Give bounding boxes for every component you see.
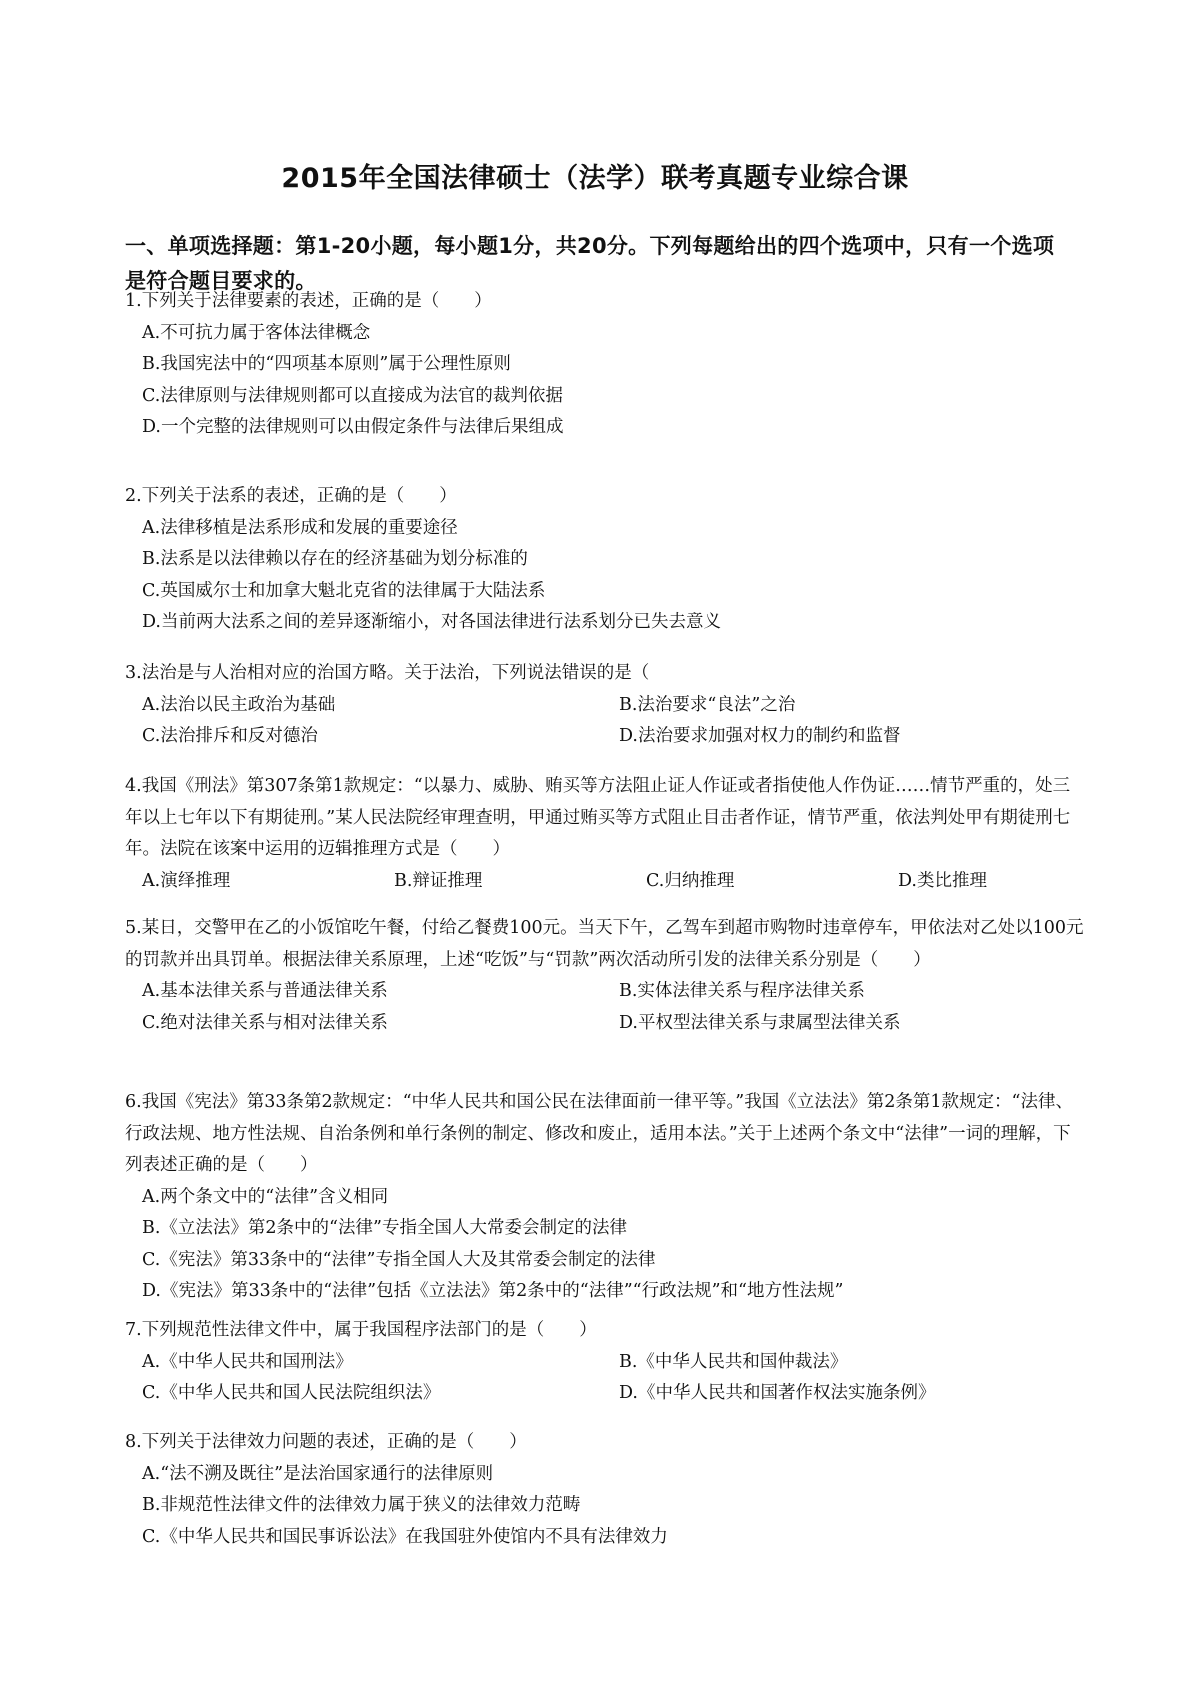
option-c: C.英国威尔士和加拿大魁北克省的法律属于大陆法系 <box>142 580 546 601</box>
question-stem: 3.法治是与人治相对应的治国方略。关于法治，下列说法错误的是（ <box>125 663 650 683</box>
question-2 <box>125 481 1085 639</box>
option-c: C.法律原则与法律规则都可以直接成为法官的裁判依据 <box>142 385 563 406</box>
option-c: C.《宪法》第33条中的“法律”专指全国人大及其常委会制定的法律 <box>142 1249 656 1270</box>
option-d: D.类比推理 <box>898 870 987 891</box>
option-c: C.法治排斥和反对德治 <box>142 726 318 746</box>
option-a: A.法治以民主政治为基础 <box>142 694 336 715</box>
option-b: B.法系是以法律赖以存在的经济基础为划分标准的 <box>142 549 528 569</box>
option-a: A.两个条文中的“法律”含义相同 <box>142 1186 389 1207</box>
section-heading: 一、单项选择题：第1-20小题，每小题1分，共20分。下列每题给出的四个选项中，只有一个选项是符合题目要求的。 <box>125 234 1055 293</box>
option-d: D.平权型法律关系与隶属型法律关系 <box>619 1012 901 1033</box>
option-c: C.《中华人民共和国民事诉讼法》在我国驻外使馆内不具有法律效力 <box>142 1526 668 1547</box>
option-d: D.一个完整的法律规则可以由假定条件与法律后果组成 <box>142 417 564 437</box>
option-a: A.基本法律关系与普通法律关系 <box>142 981 388 1001</box>
question-8 <box>125 1427 1085 1553</box>
option-b: B.法治要求“良法”之治 <box>619 694 796 715</box>
option-b: B.《立法法》第2条中的“法律”专指全国人大常委会制定的法律 <box>142 1218 627 1238</box>
options-grid <box>142 866 1085 898</box>
option-c: C.绝对法律关系与相对法律关系 <box>142 1012 388 1033</box>
question-stem: 7.下列规范性法律文件中，属于我国程序法部门的是（ ） <box>125 1320 597 1340</box>
question-1 <box>125 286 1085 444</box>
question-5 <box>125 913 1085 1039</box>
option-a: A.“法不溯及既往”是法治国家通行的法律原则 <box>142 1463 494 1484</box>
question-stem: 8.下列关于法律效力问题的表述，正确的是（ ） <box>125 1432 527 1452</box>
option-a: A.不可抗力属于客体法律概念 <box>142 322 371 343</box>
option-b: B.辩证推理 <box>394 870 483 891</box>
option-d: D.法治要求加强对权力的制约和监督 <box>619 726 901 746</box>
option-c: C.《中华人民共和国人民法院组织法》 <box>142 1383 441 1403</box>
question-3 <box>125 658 1085 753</box>
options-grid <box>142 1347 1085 1410</box>
question-stem: 1.下列关于法律要素的表述，正确的是（ ） <box>125 291 492 311</box>
option-b: B.非规范性法律文件的法律效力属于狭义的法律效力范畴 <box>142 1495 581 1515</box>
options-grid <box>142 690 1085 753</box>
option-b: B.实体法律关系与程序法律关系 <box>619 981 865 1001</box>
option-b: B.我国宪法中的“四项基本原则”属于公理性原则 <box>142 354 511 374</box>
question-stem: 4.我国《刑法》第307条第1款规定：“以暴力、威胁、贿买等方法阻止证人作证或者指使他人作伪证……情节严重的，处三年以上七年以下有期徒刑。”某人民法院经审理查明，甲通过贿买等方式阻止目击者作证，情节严重，依法判处甲有期徒刑七年。法院在该案中运用的迈辑推理方式是（ ） <box>125 776 1071 859</box>
question-stem: 6.我国《宪法》第33条第2款规定：“中华人民共和国公民在法律面前一律平等。”我国《立法法》第2条第1款规定：“法律、行政法规、地方性法规、自治条例和单行条例的制定、修改和废止，适用本法。”关于上述两个条文中“法律”一词的理解，下列表述正确的是（ ） <box>125 1092 1073 1175</box>
options-grid <box>142 976 1085 1039</box>
option-a: A.演绎推理 <box>142 870 231 891</box>
option-a: A.《中华人民共和国刑法》 <box>142 1351 353 1372</box>
option-c: C.归纳推理 <box>646 870 735 891</box>
option-d: D.《中华人民共和国著作权法实施条例》 <box>619 1383 936 1403</box>
question-4 <box>125 771 1085 897</box>
page-title: 2015年全国法律硕士（法学）联考真题专业综合课 <box>281 163 909 194</box>
option-d: D.当前两大法系之间的差异逐渐缩小，对各国法律进行法系划分已失去意义 <box>142 612 721 632</box>
option-a: A.法律移植是法系形成和发展的重要途径 <box>142 517 458 538</box>
option-d: D.《宪法》第33条中的“法律”包括《立法法》第2条中的“法律”“行政法规”和“地方性法规” <box>142 1281 844 1301</box>
question-stem: 2.下列关于法系的表述，正确的是（ ） <box>125 486 457 506</box>
question-6 <box>125 1087 1085 1308</box>
question-7 <box>125 1315 1085 1410</box>
question-stem: 5.某日，交警甲在乙的小饭馆吃午餐，付给乙餐费100元。当天下午，乙驾车到超市购物时违章停车，甲依法对乙处以100元的罚款并出具罚单。根据法律关系原理，上述“吃饭”与“罚款”两次活动所引发的法律关系分别是（ ） <box>125 918 1084 970</box>
option-b: B.《中华人民共和国仲裁法》 <box>619 1351 848 1372</box>
